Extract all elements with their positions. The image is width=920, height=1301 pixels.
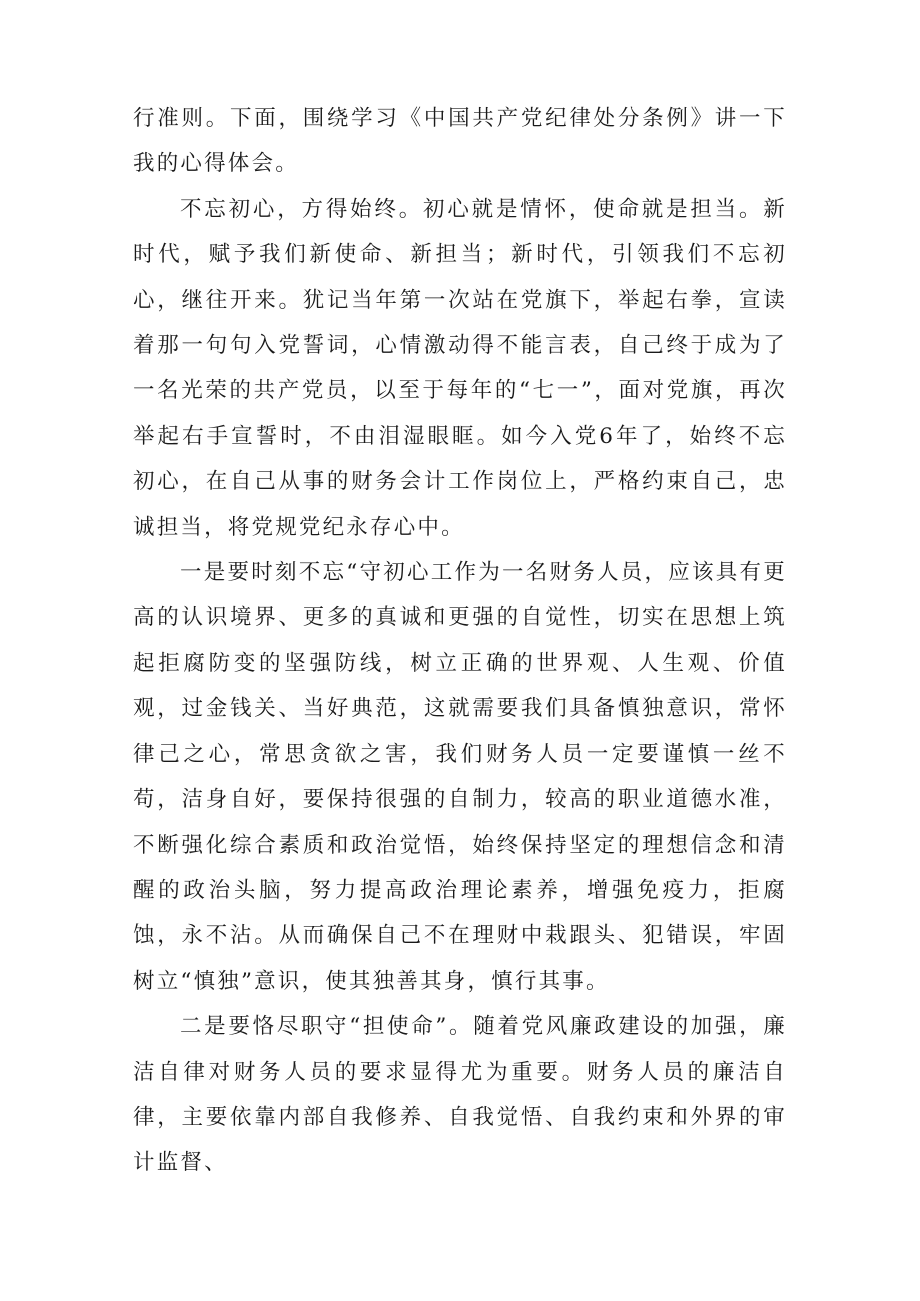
paragraph-intro-continuation: 行准则。下面，围绕学习《中国共产党纪律处分条例》讲一下我的心得体会。: [133, 106, 787, 177]
paragraph-original-aspiration: 不忘初心，方得始终。初心就是情怀，使命就是担当。新时代，赋予我们新使命、新担当；新时代，引领我们不忘初心，继往开来。犹记当年第一次站在党旗下，举起右拳，宣读着那一句句入党誓词，心情激动得不能言表，自己终于成为了一名光荣的共产党员，以至于每年的“七一”，面对党旗，再次举起右手宣誓时，不由泪湿眼眶。如今入党6年了，始终不忘初心，在自己从事的财务会计工作岗位上，严格约束自己，忠诚担当，将党规党纪永存心中。: [133, 196, 787, 540]
paragraph-point-two: 二是要恪尽职守“担使命”。随着党风廉政建设的加强，廉洁自律对财务人员的要求显得尤为重要。财务人员的廉洁自律，主要依靠内部自我修养、自我觉悟、自我约束和外界的审计监督、: [133, 1014, 787, 1176]
paragraph-point-one: 一是要时刻不忘“守初心工作为一名财务人员，应该具有更高的认识境界、更多的真诚和更强的自觉性，切实在思想上筑起拒腐防变的坚强防线，树立正确的世界观、人生观、价值观，过金钱关、当好典范，这就需要我们具备慎独意识，常怀律己之心，常思贪欲之害，我们财务人员一定要谨慎一丝不苟，洁身自好，要保持很强的自制力，较高的职业道德水准，不断强化综合素质和政治觉悟，始终保持坚定的理想信念和清醒的政治头脑，努力提高政治理论素养，增强免疫力，拒腐蚀，永不沾。从而确保自己不在理财中栽跟头、犯错误，牢固树立“慎独”意识，使其独善其身，慎行其事。: [133, 560, 787, 994]
document-body: [133, 96, 787, 1186]
